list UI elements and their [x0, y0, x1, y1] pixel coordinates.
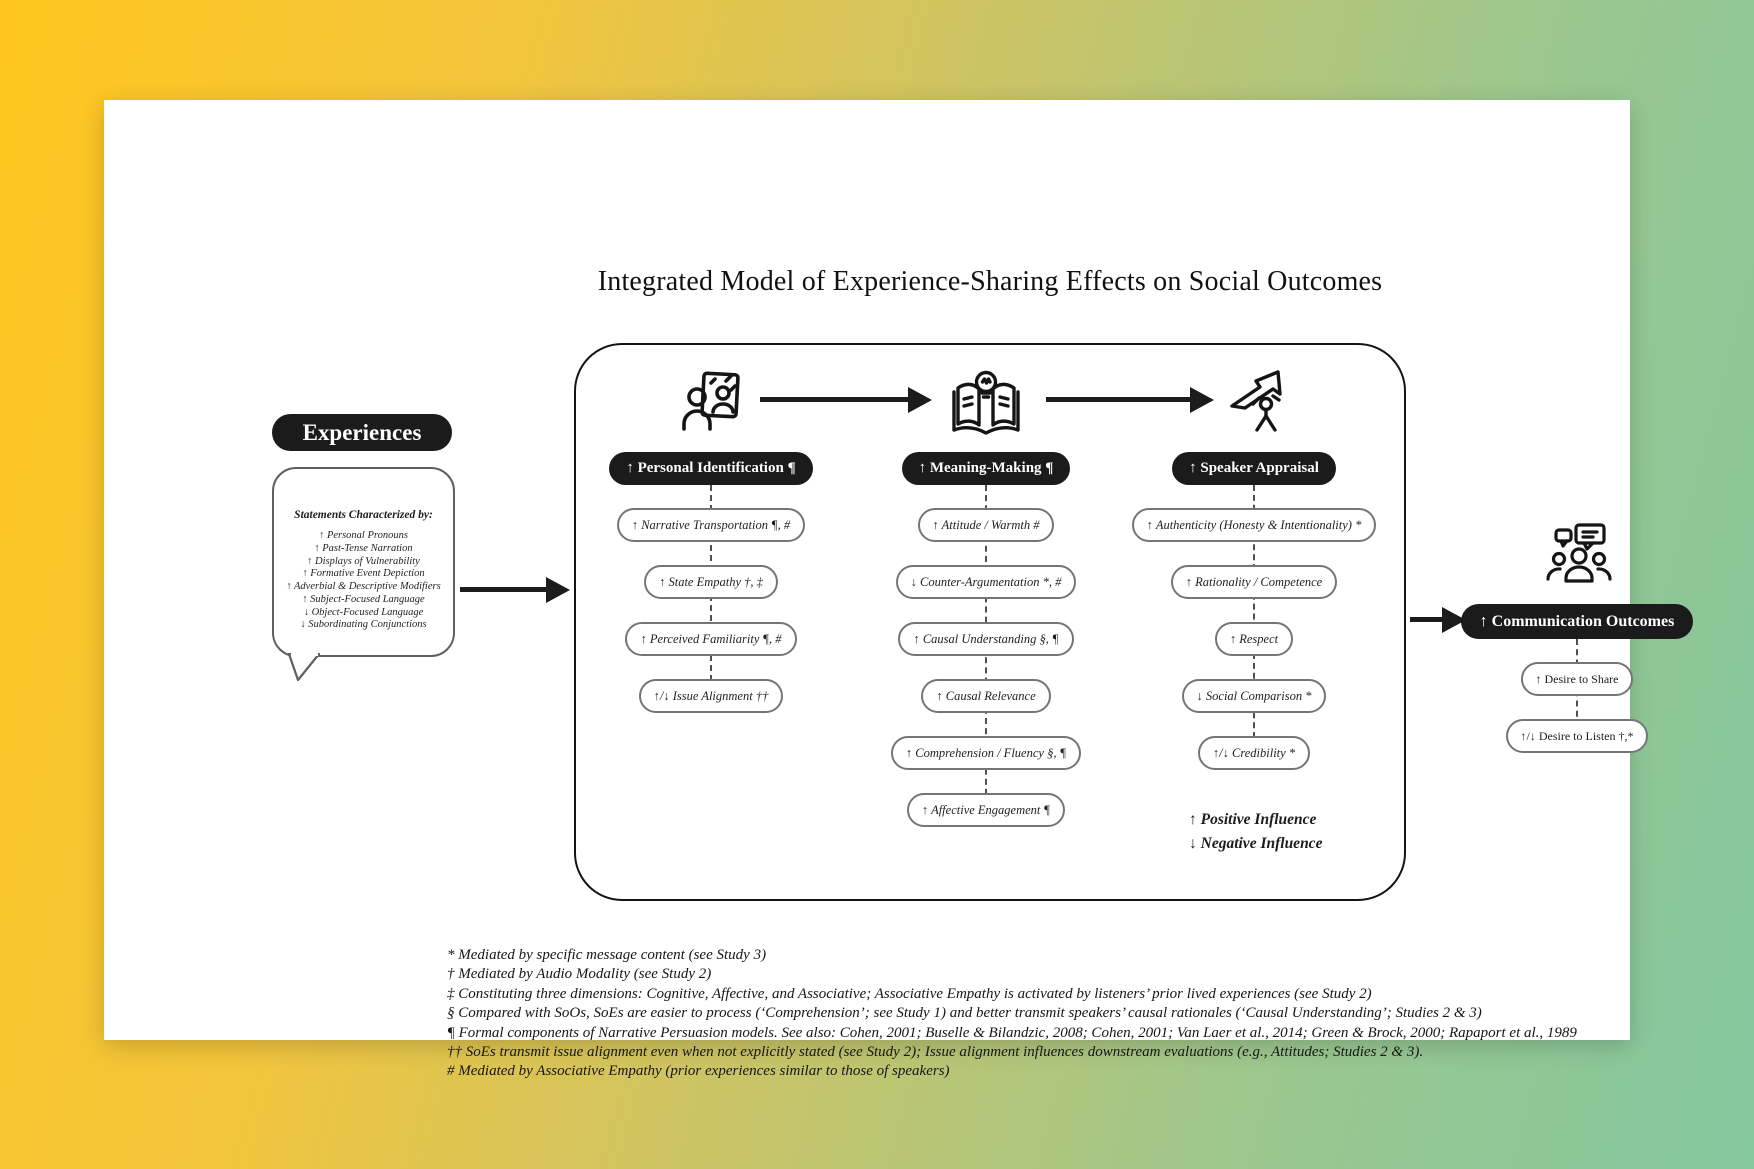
bubble-list-item: ↑ Adverbial & Descriptive Modifiers — [286, 581, 441, 592]
factor-box: ↓ Social Comparison * — [1182, 679, 1327, 713]
bubble-list-item: ↑ Subject-Focused Language — [302, 593, 425, 605]
bubble-list-item: ↑ Personal Pronouns — [319, 530, 408, 541]
footnote-line: † Mediated by Audio Modality (see Study 2) — [447, 966, 712, 983]
column-header-personal-identification: ↑ Personal Identification ¶ — [609, 452, 812, 485]
bubble-list-item: ↓ Subordinating Conjunctions — [300, 619, 427, 631]
diagram-card — [104, 100, 1675, 1080]
bubble-heading: Statements Characterized by: — [294, 509, 433, 521]
experiences-label: Experiences — [272, 414, 452, 451]
person-mirror-icon — [682, 371, 742, 433]
factor-box: ↑ Narrative Transportation ¶, # — [617, 508, 805, 542]
factor-box: ↑ Authenticity (Honesty & Intentionality) * — [1132, 508, 1377, 542]
factor-box: ↑ Causal Relevance — [921, 679, 1050, 713]
column-personal-identification — [561, 452, 861, 713]
experiences-speech-bubble — [272, 467, 455, 657]
bubble-list-item: ↑ Formative Event Depiction — [302, 568, 425, 580]
factor-box: ↑ Perceived Familiarity ¶, # — [625, 622, 796, 656]
column-communication-outcomes — [1427, 604, 1727, 753]
factor-box: ↑ Rationality / Competence — [1171, 565, 1337, 599]
factor-box: ↑ State Empathy †, ‡ — [644, 565, 778, 599]
footnotes — [447, 946, 1577, 1082]
factor-box: ↑ Desire to Share — [1521, 662, 1634, 696]
factor-box: ↑/↓ Desire to Listen †,* — [1506, 719, 1649, 753]
people-conversation-icon — [1546, 523, 1612, 585]
person-lifting-arrow-icon — [1226, 366, 1298, 436]
legend — [1189, 808, 1322, 856]
column-speaker-appraisal — [1104, 452, 1404, 770]
factor-box: ↑ Comprehension / Fluency §, ¶ — [891, 736, 1081, 770]
column-header-communication-outcomes: ↑ Communication Outcomes — [1461, 604, 1694, 639]
page-title: Integrated Model of Experience-Sharing Effects on Social Outcomes — [597, 266, 1383, 297]
footnote-line: †† SoEs transmit issue alignment even when not explicitly stated (see Study 2); Issue alignment influences downstream evaluations (e.g., Attitudes; Studies 2 & 3). — [447, 1044, 1424, 1061]
factor-box: ↑ Respect — [1215, 622, 1293, 656]
factor-box: ↑ Causal Understanding §, ¶ — [898, 622, 1073, 656]
factor-box: ↑/↓ Issue Alignment †† — [639, 679, 784, 713]
bubble-list-item: ↓ Object-Focused Language — [303, 606, 424, 618]
column-header-meaning-making: ↑ Meaning-Making ¶ — [902, 452, 1071, 485]
footnote-line: ¶ Formal components of Narrative Persuasion models. See also: Cohen, 2001; Buselle & Bilandzic, 2008; Cohen, 2001; Van Laer et al., 2014; Green & Brock, 2000; Rapaport et al., 1989 — [447, 1024, 1577, 1041]
footnote-line: * Mediated by specific message content (see Study 3) — [447, 947, 767, 963]
bubble-list-item: ↑ Displays of Vulnerability — [307, 555, 420, 567]
footnote-line: # Mediated by Associative Empathy (prior experiences similar to those of speakers) — [447, 1063, 950, 1080]
bubble-item-list — [286, 530, 440, 631]
speech-bubble-tail — [286, 653, 324, 683]
column-meaning-making — [836, 452, 1136, 827]
factor-box: ↑/↓ Credibility * — [1198, 736, 1310, 770]
footnote-line: § Compared with SoOs, SoEs are easier to process (‘Comprehension’; see Study 1) and better transmit speakers’ causal rationales (‘Causal Understanding’; Studies 2 & 3) — [447, 1005, 1482, 1022]
legend-negative: ↓ Negative Influence — [1189, 835, 1323, 852]
factor-box: ↑ Affective Engagement ¶ — [907, 793, 1065, 827]
factor-box: ↓ Counter-Argumentation *, # — [896, 565, 1077, 599]
column-header-speaker-appraisal: ↑ Speaker Appraisal — [1172, 452, 1336, 485]
footnote-line: ‡ Constituting three dimensions: Cognitive, Affective, and Associative; Associative Empathy is activated by listeners’ prior lived experiences (see Study 2) — [447, 985, 1372, 1002]
book-lightbulb-icon — [951, 369, 1021, 435]
legend-positive: ↑ Positive Influence — [1189, 811, 1317, 828]
arrow-experiences-to-model — [460, 587, 546, 592]
bubble-list-item: ↑ Past-Tense Narration — [314, 542, 413, 554]
factor-box: ↑ Attitude / Warmth # — [918, 508, 1055, 542]
